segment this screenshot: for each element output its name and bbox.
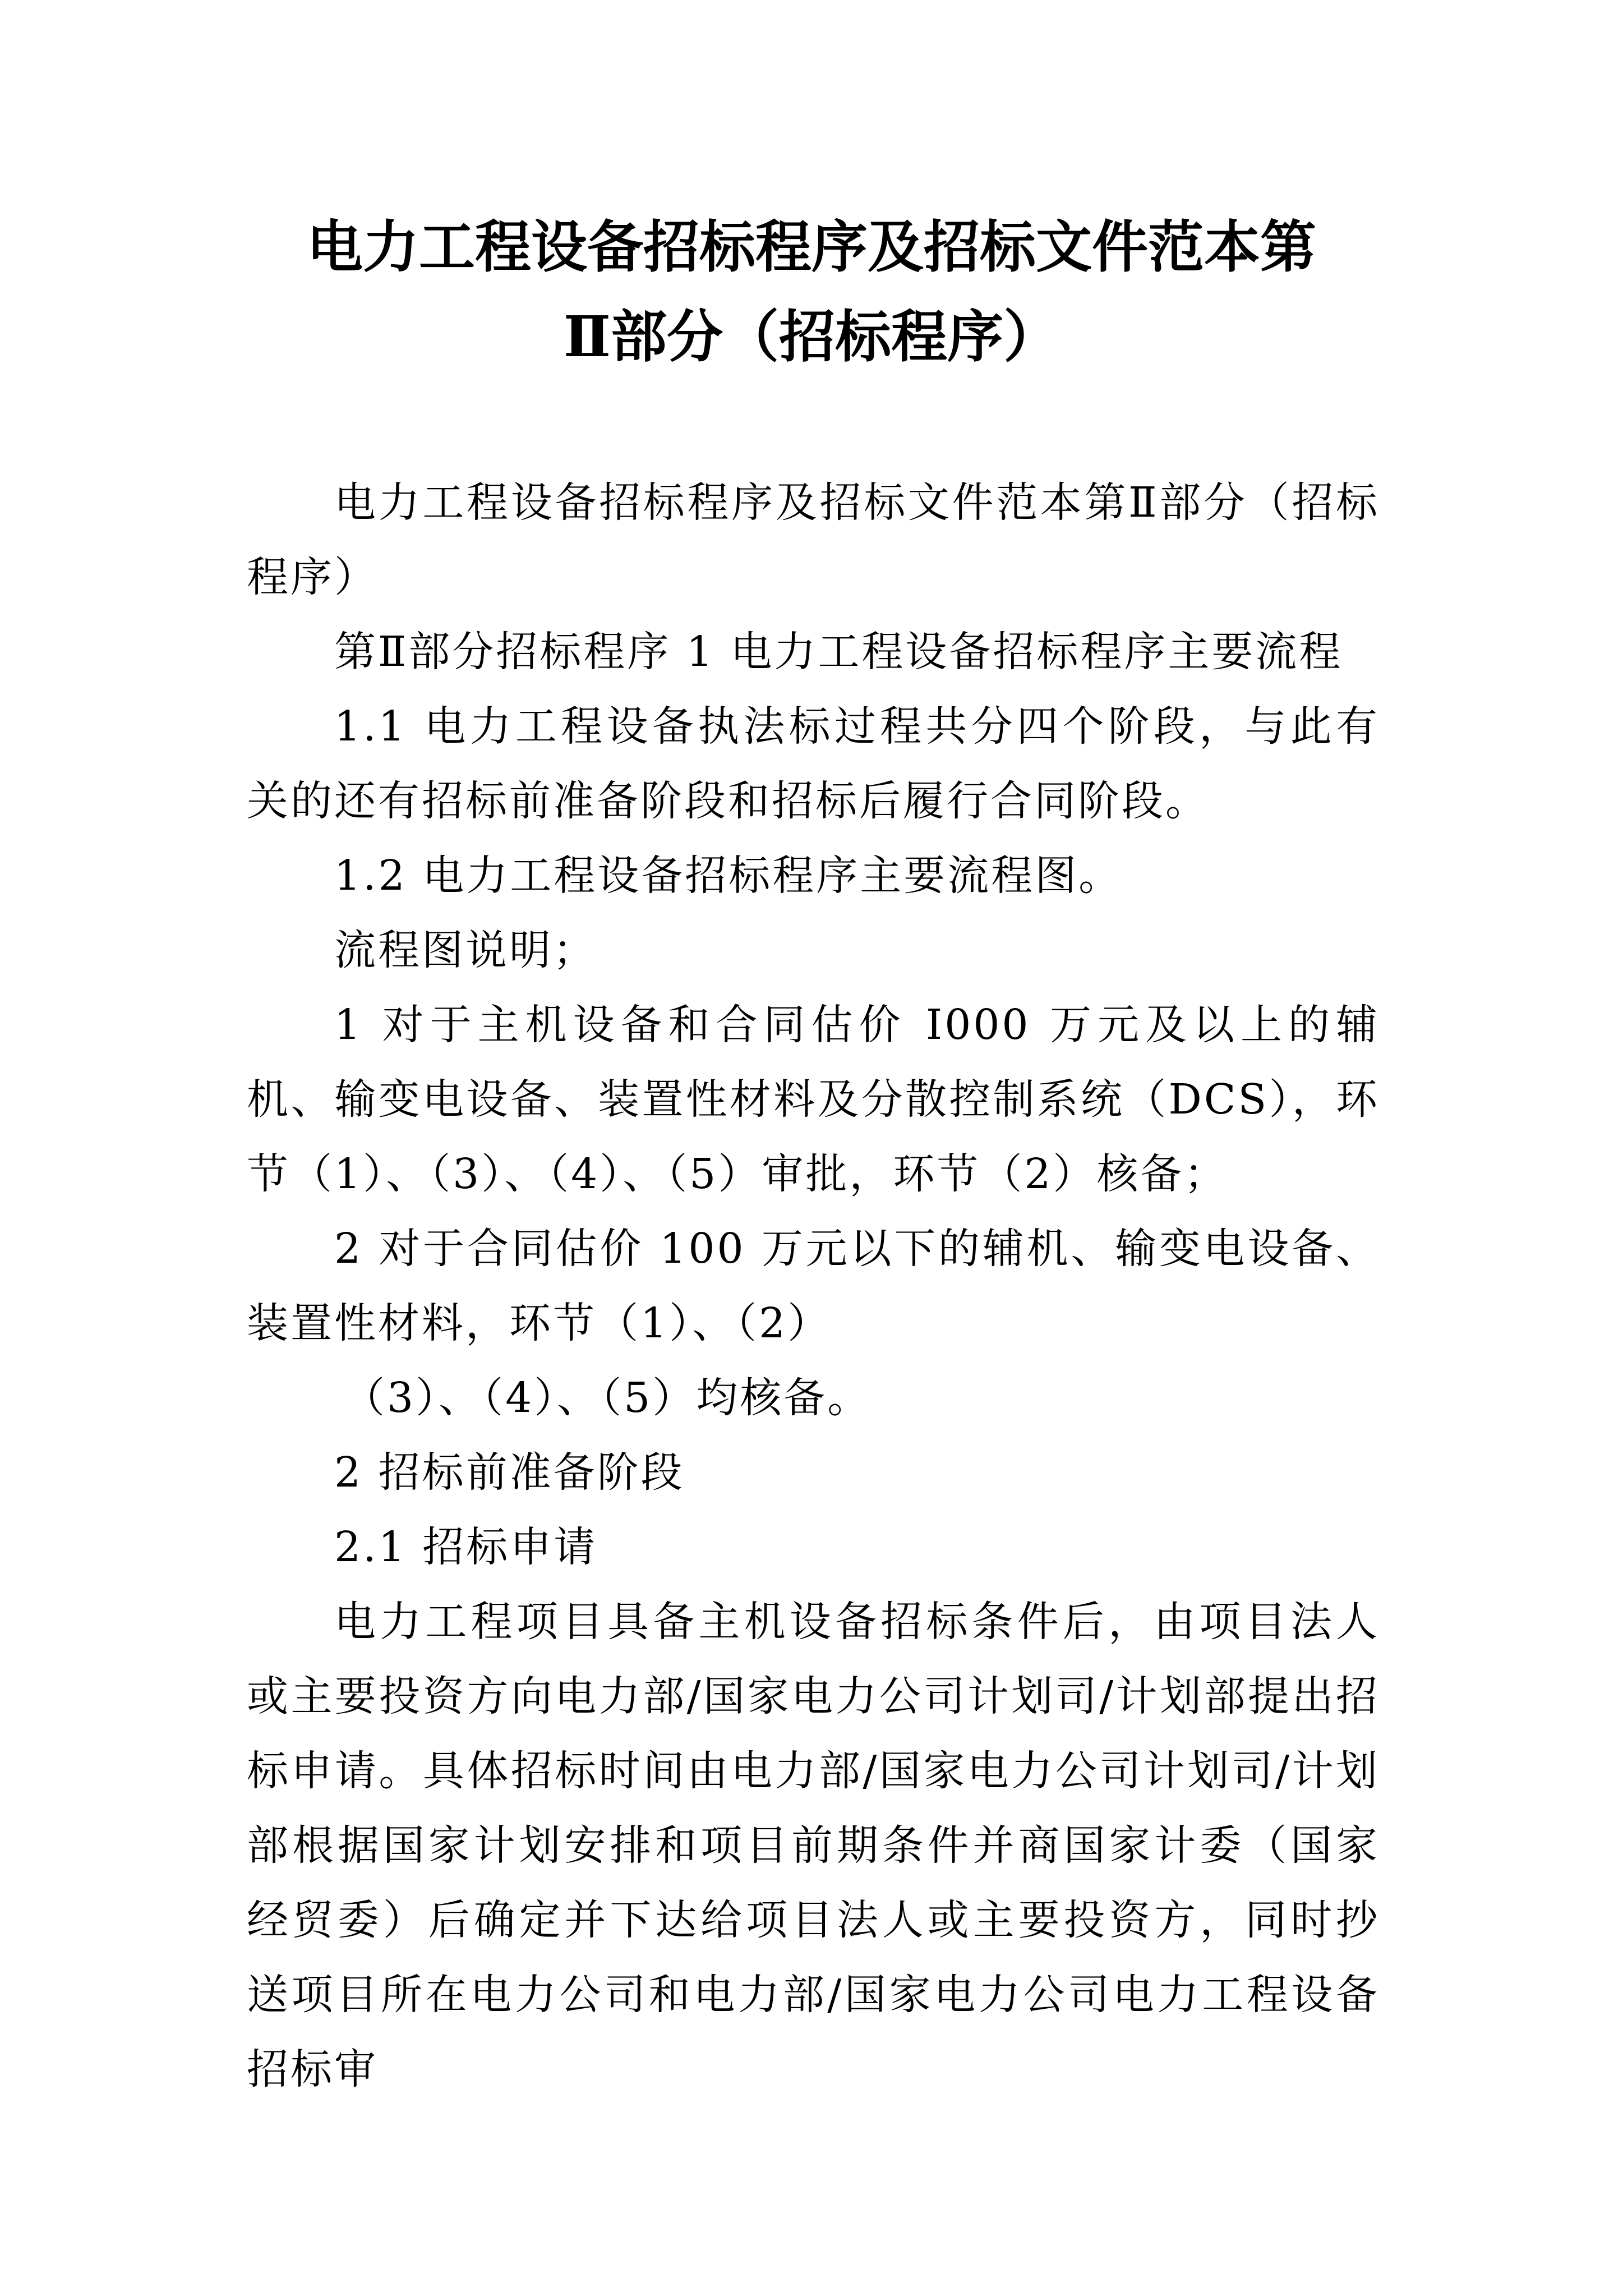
paragraph-application: 电力工程项目具备主机设备招标条件后，由项目法人或主要投资方向电力部/国家电力公司计划司/计划部提出招标申请。具体招标时间由电力部/国家电力公司计划司/计划部根据国家计划安排和项目前期条件并商国家计委（国家经贸委）后确定并下达给项目法人或主要投资方，同时抄送项目所在电力公司和电力部/国家电力公司电力工程设备招标审 xyxy=(247,1598,1380,2093)
title-line-2: Ⅱ部分（招标程序） xyxy=(563,303,1060,370)
paragraph-section-2: 2 招标前准备阶段 xyxy=(334,1448,685,1497)
document-body xyxy=(247,466,1380,2107)
paragraph-section-2-1: 2.1 招标申请 xyxy=(334,1523,598,1571)
paragraph-1-1: 1.1 电力工程设备执法标过程共分四个阶段，与此有关的还有招标前准备阶段和招标后履行合同阶段。 xyxy=(247,702,1380,825)
paragraph-flowchart-note: 流程图说明； xyxy=(334,926,597,974)
paragraph-1-2: 1.2 电力工程设备招标程序主要流程图。 xyxy=(334,852,1123,900)
paragraph-note-1: 1 对于主机设备和合同估价 I000 万元及以上的辅机、输变电设备、装置性材料及分散控制系统（DCS），环节（1）、（3）、（4）、（5）审批，环节（2）核备； xyxy=(247,1001,1380,1198)
title-line-1: 电力工程设备招标程序及招标文件范本第 xyxy=(307,214,1316,280)
paragraph-intro: 电力工程设备招标程序及招标文件范本第Ⅱ部分（招标程序） xyxy=(247,478,1380,601)
document-title xyxy=(247,202,1376,381)
paragraph-note-2-continued: （3）、（4）、（5）均核备。 xyxy=(343,1374,872,1422)
paragraph-section-heading: 第Ⅱ部分招标程序 1 电力工程设备招标程序主要流程 xyxy=(334,628,1343,676)
paragraph-note-2: 2 对于合同估价 100 万元以下的辅机、输变电设备、装置性材料，环节（1）、（2） xyxy=(247,1225,1380,1347)
